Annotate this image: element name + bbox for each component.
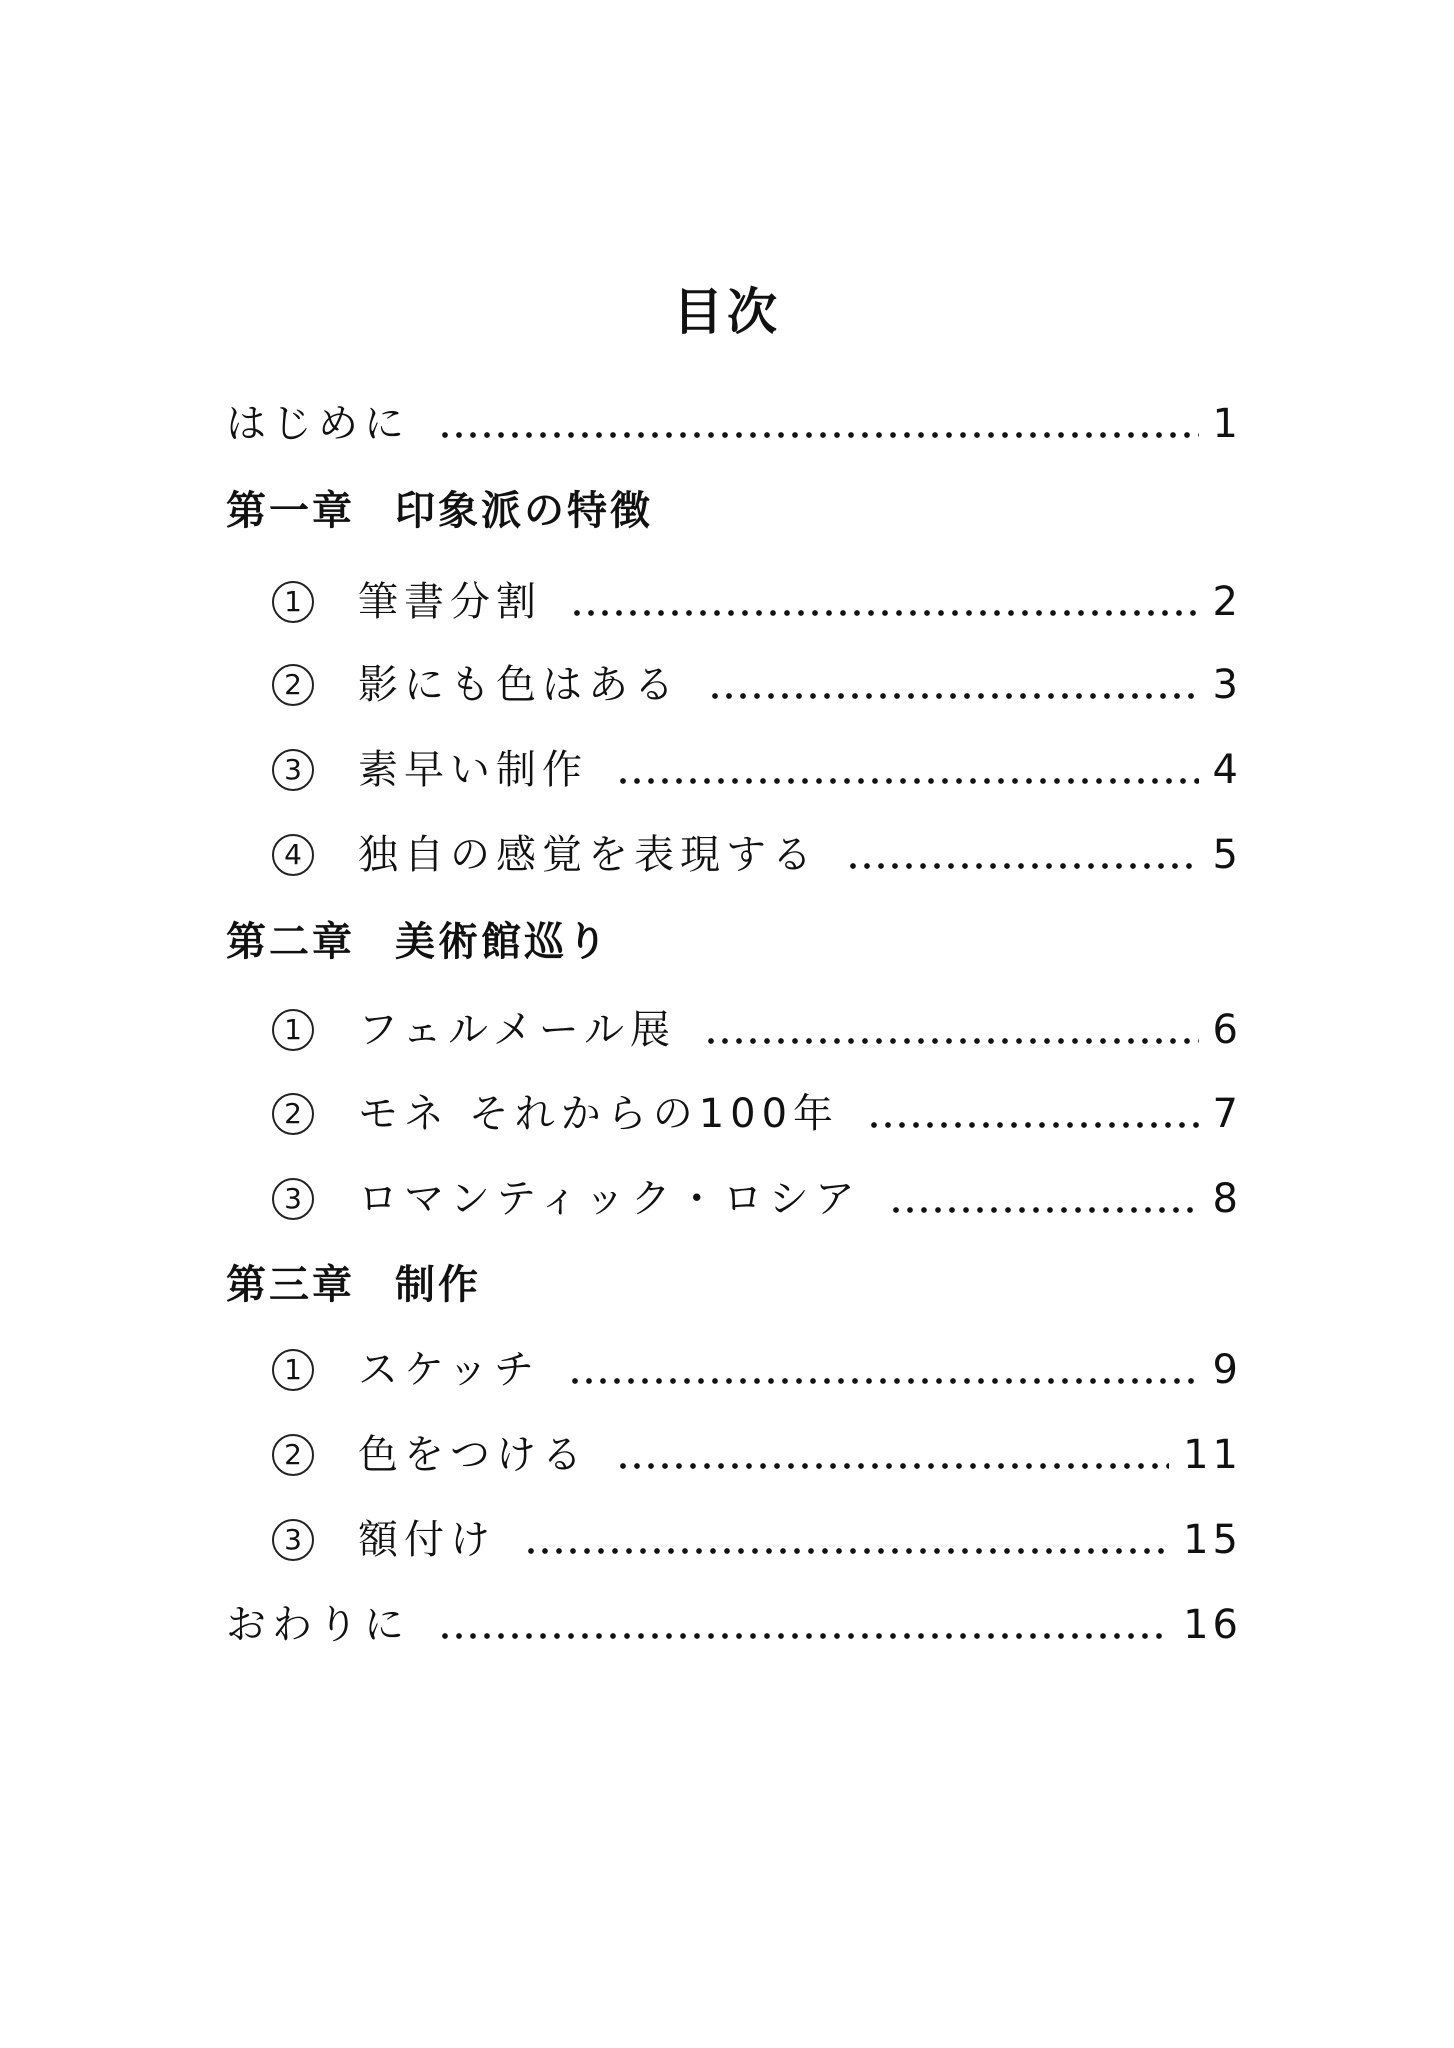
entry-label: 独自の感覚を表現する — [358, 832, 818, 878]
page-number: 15 — [1183, 1517, 1242, 1563]
page-number: 16 — [1183, 1602, 1242, 1648]
toc-entry-2-1[interactable] — [272, 1002, 1242, 1058]
circled-number: 3 — [272, 1178, 314, 1220]
entry-label: ロマンティック・ロシア — [358, 1176, 861, 1222]
chapter-number: 第三章 — [226, 1262, 355, 1308]
page-number: 1 — [1212, 401, 1242, 447]
dot-leader — [846, 862, 1199, 870]
page-number: 7 — [1212, 1091, 1242, 1137]
page-number: 3 — [1212, 662, 1242, 708]
toc-entry-conclusion[interactable] — [226, 1597, 1242, 1653]
toc-entry-introduction[interactable] — [226, 396, 1242, 452]
entry-label: 影にも色はある — [358, 662, 680, 708]
dot-leader — [568, 1377, 1199, 1385]
entry-label: 額付け — [358, 1517, 496, 1563]
toc-entry-3-2[interactable] — [272, 1427, 1242, 1483]
circled-number: 1 — [272, 1009, 314, 1051]
circled-number: 2 — [272, 1093, 314, 1135]
chapter-title: 制作 — [395, 1262, 481, 1308]
toc-title: 目次 — [673, 283, 781, 341]
page-number: 8 — [1212, 1176, 1242, 1222]
dot-leader — [438, 1632, 1169, 1640]
dot-leader — [889, 1206, 1199, 1214]
circled-number: 1 — [272, 581, 314, 623]
page-number: 6 — [1212, 1007, 1242, 1053]
entry-label: 筆書分割 — [358, 579, 542, 625]
entry-label: 色をつける — [358, 1432, 588, 1478]
circled-number: 1 — [272, 1349, 314, 1391]
circled-number: 2 — [272, 1434, 314, 1476]
circled-number: 3 — [272, 749, 314, 791]
dot-leader — [708, 692, 1199, 700]
entry-label: フェルメール展 — [358, 1007, 676, 1053]
chapter-title: 美術館巡り — [395, 919, 610, 965]
toc-chapter-1-heading[interactable] — [226, 483, 1242, 539]
chapter-number: 第一章 — [226, 488, 355, 534]
entry-label: スケッチ — [358, 1347, 540, 1393]
toc-entry-3-3[interactable] — [272, 1512, 1242, 1568]
toc-entry-3-1[interactable] — [272, 1342, 1242, 1398]
page-number: 11 — [1183, 1432, 1242, 1478]
page-number: 5 — [1212, 832, 1242, 878]
entry-label: モネ それからの100年 — [358, 1091, 840, 1137]
entry-label: はじめに — [226, 401, 410, 447]
toc-entry-1-4[interactable] — [272, 827, 1242, 883]
entry-label: おわりに — [226, 1602, 410, 1648]
dot-leader — [616, 1462, 1169, 1470]
page-number: 2 — [1212, 579, 1242, 625]
page-number: 9 — [1212, 1347, 1242, 1393]
toc-entry-1-1[interactable] — [272, 574, 1242, 630]
circled-number: 3 — [272, 1519, 314, 1561]
dot-leader — [438, 431, 1199, 439]
toc-entry-2-2[interactable] — [272, 1086, 1242, 1142]
page-number: 4 — [1212, 747, 1242, 793]
circled-number: 4 — [272, 834, 314, 876]
dot-leader — [524, 1547, 1169, 1555]
circled-number: 2 — [272, 664, 314, 706]
toc-chapter-3-heading[interactable] — [226, 1257, 1242, 1313]
toc-entry-1-3[interactable] — [272, 742, 1242, 798]
dot-leader — [867, 1121, 1198, 1129]
dot-leader — [570, 609, 1199, 617]
dot-leader — [704, 1037, 1199, 1045]
chapter-number: 第二章 — [226, 919, 355, 965]
entry-label: 素早い制作 — [358, 747, 588, 793]
chapter-title: 印象派の特徴 — [395, 488, 653, 534]
toc-entry-1-2[interactable] — [272, 657, 1242, 713]
toc-chapter-2-heading[interactable] — [226, 914, 1242, 970]
toc-entry-2-3[interactable] — [272, 1171, 1242, 1227]
dot-leader — [616, 777, 1199, 785]
